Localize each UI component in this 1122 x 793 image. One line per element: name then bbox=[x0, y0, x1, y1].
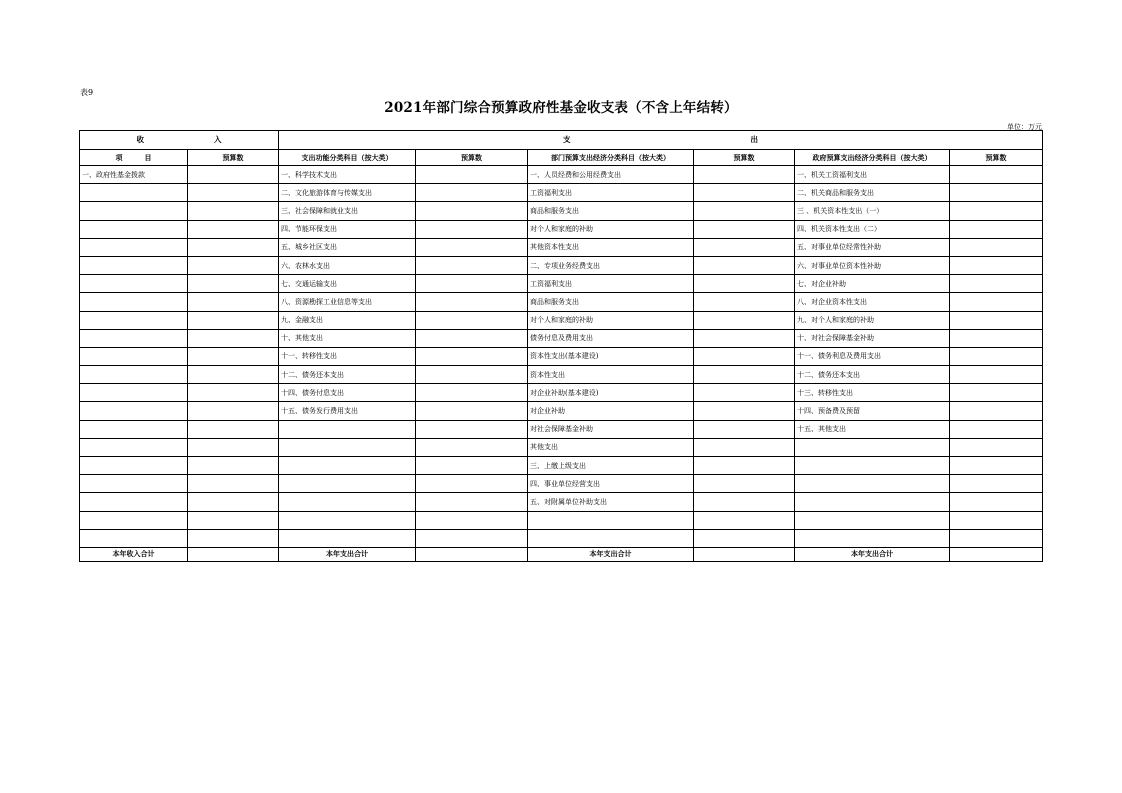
expense-group-header bbox=[279, 131, 1043, 150]
table-row bbox=[80, 166, 1043, 184]
dept-budget-cell bbox=[694, 511, 795, 529]
unit-label: 单位：万元 bbox=[1007, 123, 1042, 131]
gov-econ-cell: 三 、机关资本性支出（一） bbox=[795, 202, 950, 220]
dept-budget-cell bbox=[694, 402, 795, 420]
income-item-cell: 一、政府性基金拨款 bbox=[80, 166, 188, 184]
dept-econ-cell: 工资福利支出 bbox=[528, 275, 694, 293]
table-row bbox=[80, 329, 1043, 347]
dept-budget-cell bbox=[694, 384, 795, 402]
func-budget-cell bbox=[416, 293, 528, 311]
dept-econ-cell: 对企业补助(基本建设) bbox=[528, 384, 694, 402]
dept-budget-cell bbox=[694, 202, 795, 220]
gov-econ-cell: 六、对事业单位资本性补助 bbox=[795, 256, 950, 274]
gov-budget-cell bbox=[950, 438, 1043, 456]
func-budget-cell bbox=[416, 202, 528, 220]
func-class-cell: 七、交通运输支出 bbox=[279, 275, 416, 293]
dept-budget-cell bbox=[694, 457, 795, 475]
func-class-cell: 六、农林水支出 bbox=[279, 256, 416, 274]
gov-budget-cell bbox=[950, 256, 1043, 274]
dept-budget-cell bbox=[694, 166, 795, 184]
gov-budget-cell bbox=[950, 311, 1043, 329]
dept-econ-cell bbox=[528, 529, 694, 547]
dept-budget-cell bbox=[694, 311, 795, 329]
func-budget-cell bbox=[416, 475, 528, 493]
func-class-cell: 十一、转移性支出 bbox=[279, 347, 416, 365]
income-item-cell bbox=[80, 438, 188, 456]
income-item-cell bbox=[80, 220, 188, 238]
table-row bbox=[80, 256, 1043, 274]
income-item-cell bbox=[80, 402, 188, 420]
dept-econ-cell: 资本性支出(基本建设) bbox=[528, 347, 694, 365]
func-budget-cell bbox=[416, 420, 528, 438]
gov-budget-cell bbox=[950, 347, 1043, 365]
income-item-cell bbox=[80, 311, 188, 329]
dept-econ-cell: 三、上缴上级支出 bbox=[528, 457, 694, 475]
header-row-group bbox=[80, 131, 1043, 150]
income-budget-cell bbox=[188, 420, 279, 438]
gov-budget-cell bbox=[950, 402, 1043, 420]
gov-econ-cell: 一、机关工资福利支出 bbox=[795, 166, 950, 184]
gov-budget-cell bbox=[950, 529, 1043, 547]
func-budget-cell bbox=[416, 529, 528, 547]
dept-econ-cell: 五、对附属单位补助支出 bbox=[528, 493, 694, 511]
income-char-2: 入 bbox=[214, 135, 222, 144]
dept-econ-cell: 对个人和家庭的补助 bbox=[528, 220, 694, 238]
dept-budget-cell bbox=[694, 366, 795, 384]
gov-econ-cell: 十、对社会保障基金补助 bbox=[795, 329, 950, 347]
dept-econ-cell: 对社会保障基金补助 bbox=[528, 420, 694, 438]
func-class-cell bbox=[279, 438, 416, 456]
totals-row bbox=[80, 547, 1043, 561]
gov-econ-cell: 九、对个人和家庭的补助 bbox=[795, 311, 950, 329]
func-class-cell: 一、科学技术支出 bbox=[279, 166, 416, 184]
func-budget-cell bbox=[416, 238, 528, 256]
dept-budget-cell bbox=[694, 347, 795, 365]
income-char-1: 收 bbox=[136, 135, 144, 144]
income-item-cell bbox=[80, 475, 188, 493]
income-budget-cell bbox=[188, 329, 279, 347]
gov-econ-cell: 五、对事业单位经常性补助 bbox=[795, 238, 950, 256]
gov-econ-cell bbox=[795, 438, 950, 456]
table-row bbox=[80, 238, 1043, 256]
dept-total-value bbox=[694, 547, 795, 561]
income-budget-cell bbox=[188, 256, 279, 274]
income-item-cell bbox=[80, 529, 188, 547]
gov-econ-cell bbox=[795, 511, 950, 529]
func-class-header: 支出功能分类科目（按大类） bbox=[279, 150, 416, 166]
gov-econ-cell: 四、机关资本性支出（二） bbox=[795, 220, 950, 238]
dept-budget-cell bbox=[694, 238, 795, 256]
income-item-cell bbox=[80, 202, 188, 220]
dept-econ-cell: 资本性支出 bbox=[528, 366, 694, 384]
income-budget-header: 预算数 bbox=[188, 150, 279, 166]
dept-budget-cell bbox=[694, 438, 795, 456]
func-budget-cell bbox=[416, 366, 528, 384]
gov-budget-cell bbox=[950, 511, 1043, 529]
dept-budget-cell bbox=[694, 475, 795, 493]
gov-econ-cell: 十二、债务还本支出 bbox=[795, 366, 950, 384]
income-budget-cell bbox=[188, 166, 279, 184]
gov-econ-cell bbox=[795, 475, 950, 493]
expense-char-2: 出 bbox=[750, 135, 759, 144]
func-budget-cell bbox=[416, 166, 528, 184]
dept-econ-cell: 商品和服务支出 bbox=[528, 202, 694, 220]
func-budget-cell bbox=[416, 347, 528, 365]
income-item-cell bbox=[80, 293, 188, 311]
table-row bbox=[80, 493, 1043, 511]
dept-budget-header: 预算数 bbox=[694, 150, 795, 166]
func-budget-cell bbox=[416, 493, 528, 511]
func-budget-cell bbox=[416, 511, 528, 529]
income-budget-cell bbox=[188, 311, 279, 329]
income-item-cell bbox=[80, 457, 188, 475]
gov-econ-class-header: 政府预算支出经济分类科目（按大类） bbox=[795, 150, 950, 166]
func-budget-cell bbox=[416, 275, 528, 293]
gov-budget-cell bbox=[950, 493, 1043, 511]
func-class-cell bbox=[279, 511, 416, 529]
func-class-cell: 十二、债务还本支出 bbox=[279, 366, 416, 384]
table-row bbox=[80, 420, 1043, 438]
dept-budget-cell bbox=[694, 293, 795, 311]
func-class-cell: 五、城乡社区支出 bbox=[279, 238, 416, 256]
gov-econ-cell bbox=[795, 457, 950, 475]
income-item-cell bbox=[80, 384, 188, 402]
gov-econ-cell: 八、对企业资本性支出 bbox=[795, 293, 950, 311]
func-class-cell: 八、资源勘探工业信息等支出 bbox=[279, 293, 416, 311]
func-budget-cell bbox=[416, 184, 528, 202]
gov-econ-cell: 七、对企业补助 bbox=[795, 275, 950, 293]
item-char-2: 目 bbox=[144, 152, 152, 162]
table-row bbox=[80, 529, 1043, 547]
gov-budget-cell bbox=[950, 184, 1043, 202]
income-item-cell bbox=[80, 329, 188, 347]
dept-econ-cell: 债务付息及费用支出 bbox=[528, 329, 694, 347]
dept-econ-cell: 工资福利支出 bbox=[528, 184, 694, 202]
gov-total-value bbox=[950, 547, 1043, 561]
func-class-cell: 二、文化旅游体育与传媒支出 bbox=[279, 184, 416, 202]
table-row bbox=[80, 347, 1043, 365]
table-row bbox=[80, 184, 1043, 202]
func-class-cell bbox=[279, 420, 416, 438]
gov-budget-cell bbox=[950, 329, 1043, 347]
table-body bbox=[80, 166, 1043, 548]
income-item-cell bbox=[80, 420, 188, 438]
income-budget-cell bbox=[188, 511, 279, 529]
gov-econ-cell: 十一、债务利息及费用支出 bbox=[795, 347, 950, 365]
gov-budget-cell bbox=[950, 238, 1043, 256]
dept-econ-cell: 四、事业单位经营支出 bbox=[528, 475, 694, 493]
income-item-cell bbox=[80, 347, 188, 365]
dept-budget-cell bbox=[694, 256, 795, 274]
gov-budget-header: 预算数 bbox=[950, 150, 1043, 166]
gov-budget-cell bbox=[950, 475, 1043, 493]
dept-econ-cell: 其他支出 bbox=[528, 438, 694, 456]
gov-econ-cell bbox=[795, 529, 950, 547]
income-group-header bbox=[80, 131, 279, 150]
func-budget-header: 预算数 bbox=[416, 150, 528, 166]
income-item-cell bbox=[80, 493, 188, 511]
func-class-cell: 三、社会保障和就业支出 bbox=[279, 202, 416, 220]
func-class-cell: 十四、债务付息支出 bbox=[279, 384, 416, 402]
func-class-cell bbox=[279, 457, 416, 475]
dept-budget-cell bbox=[694, 493, 795, 511]
func-budget-cell bbox=[416, 457, 528, 475]
gov-econ-cell: 二、机关商品和服务支出 bbox=[795, 184, 950, 202]
page-title: 2021年部门综合预算政府性基金收支表（不含上年结转） bbox=[384, 100, 738, 116]
table-row bbox=[80, 475, 1043, 493]
gov-budget-cell bbox=[950, 275, 1043, 293]
table-row bbox=[80, 438, 1043, 456]
income-budget-cell bbox=[188, 184, 279, 202]
dept-econ-cell: 其他资本性支出 bbox=[528, 238, 694, 256]
income-budget-cell bbox=[188, 438, 279, 456]
table-row bbox=[80, 311, 1043, 329]
func-class-cell bbox=[279, 475, 416, 493]
income-budget-cell bbox=[188, 275, 279, 293]
func-budget-cell bbox=[416, 311, 528, 329]
item-column-header bbox=[80, 150, 188, 166]
dept-econ-cell: 二、专项业务经费支出 bbox=[528, 256, 694, 274]
func-budget-cell bbox=[416, 438, 528, 456]
func-budget-cell bbox=[416, 220, 528, 238]
income-item-cell bbox=[80, 256, 188, 274]
func-budget-cell bbox=[416, 256, 528, 274]
gov-budget-cell bbox=[950, 457, 1043, 475]
dept-econ-cell: 一、人员经费和公用经费支出 bbox=[528, 166, 694, 184]
func-budget-cell bbox=[416, 384, 528, 402]
gov-budget-cell bbox=[950, 420, 1043, 438]
table-row bbox=[80, 202, 1043, 220]
dept-econ-cell: 对企业补助 bbox=[528, 402, 694, 420]
table-row bbox=[80, 402, 1043, 420]
dept-econ-cell bbox=[528, 511, 694, 529]
income-item-cell bbox=[80, 511, 188, 529]
gov-budget-cell bbox=[950, 166, 1043, 184]
income-item-cell bbox=[80, 184, 188, 202]
income-budget-cell bbox=[188, 293, 279, 311]
income-budget-cell bbox=[188, 384, 279, 402]
gov-budget-cell bbox=[950, 366, 1043, 384]
income-total-value bbox=[188, 547, 279, 561]
income-budget-cell bbox=[188, 202, 279, 220]
income-budget-cell bbox=[188, 475, 279, 493]
gov-econ-cell: 十四、预备费及预留 bbox=[795, 402, 950, 420]
table-number: 表9 bbox=[80, 88, 94, 97]
gov-budget-cell bbox=[950, 293, 1043, 311]
dept-budget-cell bbox=[694, 420, 795, 438]
dept-econ-cell: 商品和服务支出 bbox=[528, 293, 694, 311]
func-class-cell bbox=[279, 529, 416, 547]
dept-budget-cell bbox=[694, 275, 795, 293]
item-char-1: 项 bbox=[115, 152, 123, 162]
income-item-cell bbox=[80, 238, 188, 256]
func-budget-cell bbox=[416, 329, 528, 347]
table-row bbox=[80, 511, 1043, 529]
income-item-cell bbox=[80, 366, 188, 384]
dept-econ-cell: 对个人和家庭的补助 bbox=[528, 311, 694, 329]
expense-char-1: 支 bbox=[563, 135, 571, 144]
dept-budget-cell bbox=[694, 329, 795, 347]
func-total-label: 本年支出合计 bbox=[279, 547, 416, 561]
func-class-cell: 十、其他支出 bbox=[279, 329, 416, 347]
income-budget-cell bbox=[188, 402, 279, 420]
income-budget-cell bbox=[188, 529, 279, 547]
table-row bbox=[80, 366, 1043, 384]
dept-total-label: 本年支出合计 bbox=[528, 547, 694, 561]
dept-budget-cell bbox=[694, 220, 795, 238]
gov-budget-cell bbox=[950, 384, 1043, 402]
income-total-label: 本年收入合计 bbox=[80, 547, 188, 561]
income-budget-cell bbox=[188, 493, 279, 511]
table-row bbox=[80, 293, 1043, 311]
gov-total-label: 本年支出合计 bbox=[795, 547, 950, 561]
gov-econ-cell: 十五、其他支出 bbox=[795, 420, 950, 438]
func-total-value bbox=[416, 547, 528, 561]
dept-budget-cell bbox=[694, 529, 795, 547]
func-class-cell bbox=[279, 493, 416, 511]
gov-budget-cell bbox=[950, 220, 1043, 238]
income-item-cell bbox=[80, 275, 188, 293]
gov-budget-cell bbox=[950, 202, 1043, 220]
header-row-columns bbox=[80, 150, 1043, 166]
income-budget-cell bbox=[188, 220, 279, 238]
func-class-cell: 四、节能环保支出 bbox=[279, 220, 416, 238]
dept-econ-class-header: 部门预算支出经济分类科目（按大类） bbox=[528, 150, 694, 166]
budget-table bbox=[79, 130, 1043, 562]
gov-econ-cell bbox=[795, 493, 950, 511]
gov-econ-cell: 十三、转移性支出 bbox=[795, 384, 950, 402]
income-budget-cell bbox=[188, 366, 279, 384]
func-budget-cell bbox=[416, 402, 528, 420]
func-class-cell: 十五、债务发行费用支出 bbox=[279, 402, 416, 420]
income-budget-cell bbox=[188, 347, 279, 365]
table-row bbox=[80, 220, 1043, 238]
income-budget-cell bbox=[188, 238, 279, 256]
table-row bbox=[80, 384, 1043, 402]
func-class-cell: 九、金融支出 bbox=[279, 311, 416, 329]
dept-budget-cell bbox=[694, 184, 795, 202]
table-row bbox=[80, 275, 1043, 293]
income-budget-cell bbox=[188, 457, 279, 475]
table-row bbox=[80, 457, 1043, 475]
